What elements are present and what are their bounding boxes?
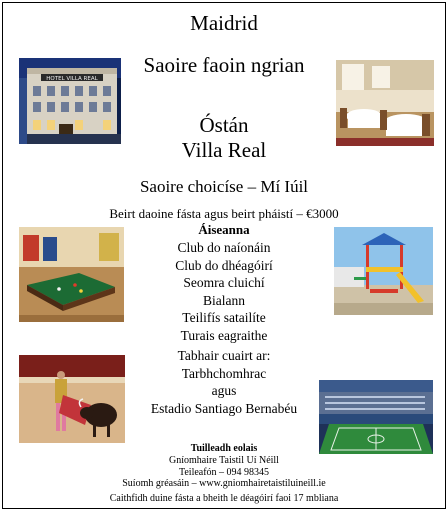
offer-price: Beirt daoine fásta agus beirt pháistí – €3000 [109, 206, 339, 221]
phone-number: Teileafón – 094 98345 [178, 466, 270, 478]
facility-item: Club do naíonáin [177, 240, 271, 255]
visit-intro: Tabhair cuairt ar: [177, 348, 271, 363]
facility-item: Bialann [203, 292, 245, 308]
info-heading: Tuilleadh eolais [190, 443, 258, 454]
visit-item: Estadio Santiago Bernabéu [150, 400, 298, 416]
hotel-exterior-photo [19, 58, 121, 144]
offer-title: Saoire choicíse – Mí Iúil [139, 177, 309, 196]
age-note: Caithfidh duine fásta a bheith le déagóirí faoi 17 mbliana [109, 493, 339, 504]
stadium-photo [319, 380, 433, 454]
games-room-photo [19, 227, 124, 322]
playground-photo [334, 227, 433, 315]
info-block [3, 455, 445, 490]
visit-conjunction: agus [211, 383, 237, 398]
flyer-page [2, 2, 446, 509]
website-link[interactable]: Suíomh gréasáin – www.gniomhairetaistiluineill.ie [122, 478, 326, 489]
agent-name: Gníomhaire Taistil Uí Néill [169, 455, 279, 466]
tagline: Saoire faoin ngrian [143, 53, 305, 77]
hotel-name: Villa Real [181, 138, 267, 162]
facilities-heading: Áiseanna [198, 222, 250, 237]
visit-item: Tarbhchomhrac [181, 365, 267, 381]
facility-item: Teilifís satailíte [182, 310, 266, 325]
hotel-label: Óstán [199, 113, 249, 137]
city-title: Maidrid [190, 11, 258, 35]
facility-item: Club do dhéagóirí [175, 257, 273, 273]
restaurant-photo [336, 60, 434, 146]
facility-item: Seomra cluichí [183, 275, 265, 290]
facility-item: Turais eagraithe [180, 327, 268, 343]
hotel-sign-text: HOTEL VILLA REAL [46, 76, 98, 82]
bullfight-photo [19, 355, 125, 443]
